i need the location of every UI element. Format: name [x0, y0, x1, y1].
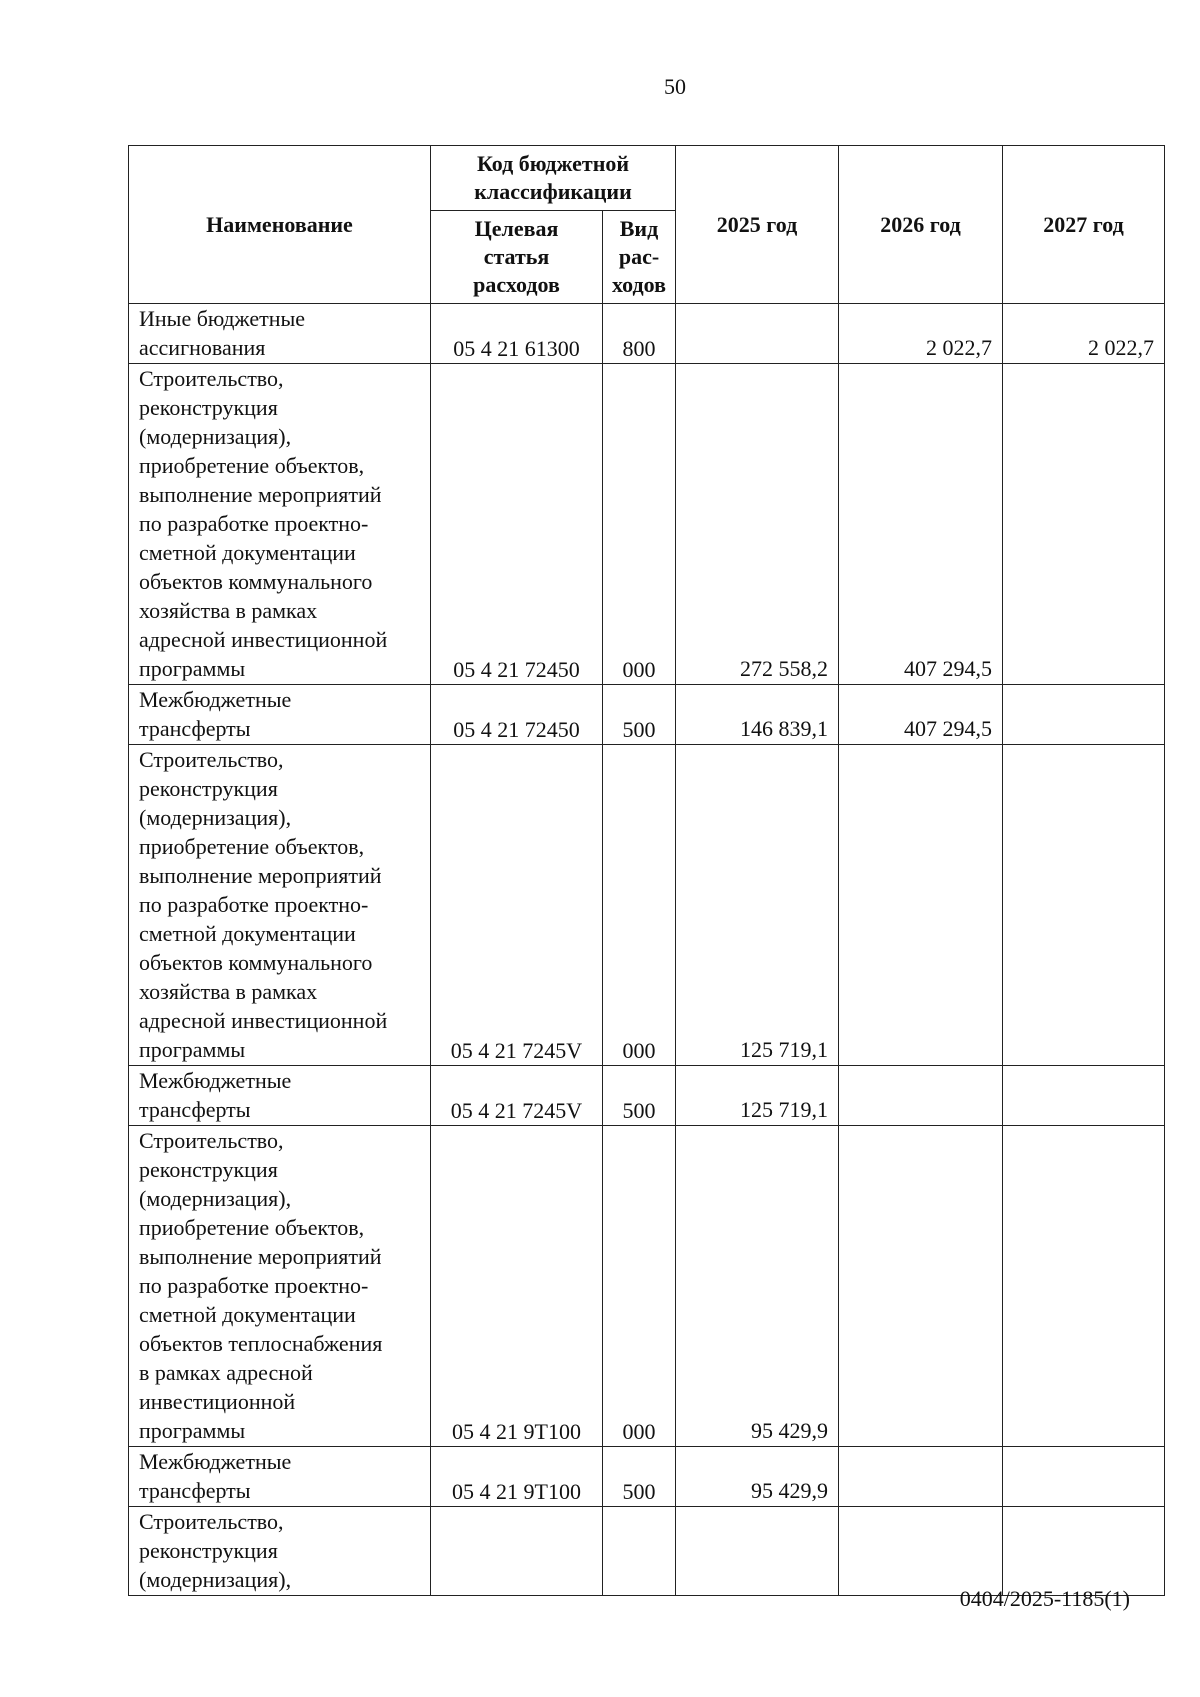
cell-expense-type [603, 1507, 676, 1596]
cell-year-2026 [839, 1447, 1003, 1507]
cell-year-2025: 125 719,1 [676, 1066, 839, 1126]
cell-name: Строительство, реконструкция (модернизация), приобретение объектов, выполнение мероприятий по разработке проектно- сметной документации объектов теплоснабжения в рамках адресной инвестиционной программы [129, 1126, 431, 1447]
table-header [129, 146, 1165, 304]
header-target-article: Целевая статья расходов [431, 211, 603, 304]
cell-year-2025 [676, 304, 839, 364]
cell-year-2027: 2 022,7 [1003, 304, 1165, 364]
cell-year-2025 [676, 1507, 839, 1596]
cell-name: Иные бюджетные ассигнования [129, 304, 431, 364]
header-expense-type: Вид рас-ходов [603, 211, 676, 304]
cell-expense-type: 000 [603, 1126, 676, 1447]
table-row [129, 685, 1165, 745]
document-code: 0404/2025-1185(1) [959, 1586, 1130, 1611]
cell-expense-type: 000 [603, 745, 676, 1066]
table-row [129, 745, 1165, 1066]
cell-expense-type: 500 [603, 1066, 676, 1126]
header-code-group: Код бюджетной классификации [431, 146, 676, 211]
cell-year-2025: 95 429,9 [676, 1126, 839, 1447]
page-number: 50 [664, 74, 686, 99]
cell-year-2026: 407 294,5 [839, 364, 1003, 685]
cell-year-2027 [1003, 685, 1165, 745]
cell-name: Строительство, реконструкция (модернизация), приобретение объектов, выполнение мероприятий по разработке проектно- сметной документации объектов коммунального хозяйства в рамках адресной инвестиционной программы [129, 364, 431, 685]
cell-name: Строительство, реконструкция (модернизация), [129, 1507, 431, 1596]
cell-year-2027 [1003, 1447, 1165, 1507]
cell-name: Межбюджетные трансферты [129, 685, 431, 745]
cell-year-2026: 2 022,7 [839, 304, 1003, 364]
cell-year-2026 [839, 1507, 1003, 1596]
cell-name: Межбюджетные трансферты [129, 1447, 431, 1507]
cell-target-article: 05 4 21 7245V [431, 1066, 603, 1126]
table-row [129, 304, 1165, 364]
cell-year-2027 [1003, 1126, 1165, 1447]
cell-target-article: 05 4 21 7245V [431, 745, 603, 1066]
cell-year-2027 [1003, 1507, 1165, 1596]
cell-name: Строительство, реконструкция (модернизация), приобретение объектов, выполнение мероприятий по разработке проектно- сметной документации объектов коммунального хозяйства в рамках адресной инвестиционной программы [129, 745, 431, 1066]
cell-target-article: 05 4 21 9Т100 [431, 1126, 603, 1447]
cell-target-article: 05 4 21 9Т100 [431, 1447, 603, 1507]
table-row [129, 1126, 1165, 1447]
cell-year-2027 [1003, 364, 1165, 685]
header-year-2025: 2025 год [676, 146, 839, 304]
cell-year-2026 [839, 745, 1003, 1066]
cell-name: Межбюджетные трансферты [129, 1066, 431, 1126]
cell-target-article: 05 4 21 61300 [431, 304, 603, 364]
cell-expense-type: 000 [603, 364, 676, 685]
cell-year-2025: 125 719,1 [676, 745, 839, 1066]
cell-year-2027 [1003, 745, 1165, 1066]
cell-year-2026 [839, 1126, 1003, 1447]
cell-target-article: 05 4 21 72450 [431, 685, 603, 745]
header-year-2026: 2026 год [839, 146, 1003, 304]
table-row [129, 364, 1165, 685]
cell-year-2026: 407 294,5 [839, 685, 1003, 745]
table-row [129, 1066, 1165, 1126]
cell-year-2025: 146 839,1 [676, 685, 839, 745]
cell-target-article [431, 1507, 603, 1596]
table-body [129, 304, 1165, 1596]
cell-year-2025: 272 558,2 [676, 364, 839, 685]
header-name: Наименование [129, 146, 431, 304]
cell-expense-type: 500 [603, 685, 676, 745]
cell-year-2025: 95 429,9 [676, 1447, 839, 1507]
cell-expense-type: 500 [603, 1447, 676, 1507]
cell-year-2026 [839, 1066, 1003, 1126]
cell-year-2027 [1003, 1066, 1165, 1126]
cell-expense-type: 800 [603, 304, 676, 364]
table-row [129, 1507, 1165, 1596]
header-year-2027: 2027 год [1003, 146, 1165, 304]
budget-table [128, 145, 1165, 1596]
cell-target-article: 05 4 21 72450 [431, 364, 603, 685]
table-row [129, 1447, 1165, 1507]
